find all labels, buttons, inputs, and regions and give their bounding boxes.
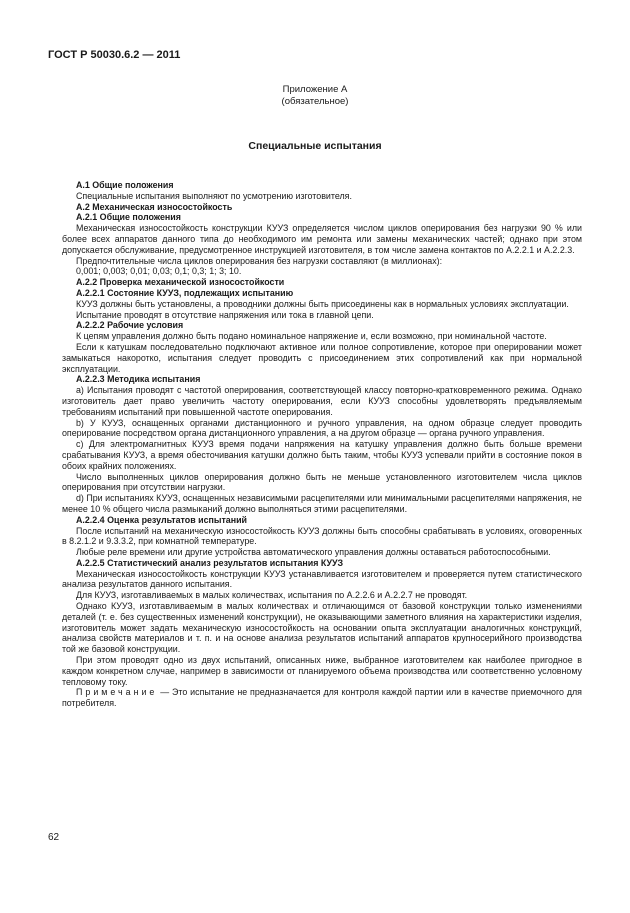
- body-paragraph: Для КУУЗ, изготавливаемых в малых количествах, испытания по А.2.2.6 и А.2.2.7 не проводят.: [76, 590, 468, 601]
- section-heading: А.2.2 Проверка механической износостойкости: [76, 277, 285, 288]
- body-paragraph: Однако КУУЗ, изготавливаемым в малых количествах и отличающимся от базовой конструкции только изменениями деталей (т. е. без существенных изменений конструкции), не оказывающими заметного влияния на характеристики изделия, изготовитель может задать механическую износостойкость на основании опыта эксплуатации аналогичных конструкций, анализа свойств материалов и т. п. и на основе анализа результатов испытаний аппаратов крупносерийного производства той же базовой конструкции.: [62, 601, 582, 655]
- body-paragraph: Любые реле времени или другие устройства автоматического управления должны оставаться работоспособными.: [76, 547, 551, 558]
- body-paragraph: Предпочтительные числа циклов оперирования без нагрузки составляют (в миллионах):: [76, 255, 443, 266]
- section-heading: А.2.2.5 Статистический анализ результатов испытания КУУЗ: [76, 557, 344, 568]
- body-paragraph: После испытаний на механическую износостойкость КУУЗ должны быть способны срабатывать в условиях, оговоренных в 8.2.1.2 и 9.3.3.2, при комнатной температуре.: [62, 525, 582, 547]
- standard-header: ГОСТ Р 50030.6.2 — 2011: [48, 49, 181, 61]
- section-heading: А.2.2.2 Рабочие условия: [76, 320, 184, 331]
- appendix-title: Приложение А: [282, 84, 348, 95]
- body-paragraph: 0,001; 0,003; 0,01; 0,03; 0,1; 0,3; 1; 3; 10.: [76, 266, 242, 277]
- section-heading: А.2.1 Общие положения: [76, 212, 181, 223]
- body-paragraph: а) Испытания проводят с частотой оперирования, соответствующей классу повторно-кратковременного режима. Однако изготовитель дает право увеличить частоту оперирования, если КУУЗ способны удовлетворять предъявляемым требованиям испытаний при повышенной частоте оперирования.: [62, 385, 582, 417]
- section-heading: А.2.2.1 Состояние КУУЗ, подлежащих испытанию: [76, 287, 294, 298]
- appendix-status: (обязательное): [281, 96, 349, 107]
- section-heading: А.1 Общие положения: [76, 180, 174, 190]
- section-heading: А.2 Механическая износостойкость: [76, 201, 233, 212]
- body-paragraph: c) Для электромагнитных КУУЗ время подачи напряжения на катушку управления должно быть больше времени срабатывания КУУЗ, а время обесточивания катушки должно быть таким, чтобы КУУЗ успевали прийти в состояние покоя в обоих крайних положениях.: [62, 439, 582, 471]
- body-paragraph: При этом проводят одно из двух испытаний, описанных ниже, выбранное изготовителем как наиболее пригодное в каждом конкретном случае, например в зависимости от планируемого объема производства или соответственно условному тепловому току.: [62, 655, 582, 687]
- document-body: [62, 180, 582, 709]
- body-paragraph: b) У КУУЗ, оснащенных органами дистанционного и ручного управления, на одном образце следует проводить оперирование посредством органа дистанционного управления, а на другом образце — органа ручного управления.: [62, 417, 582, 439]
- body-paragraph: К цепям управления должно быть подано номинальное напряжение и, если возможно, при номинальной частоте.: [76, 331, 547, 342]
- body-paragraph: Механическая износостойкость конструкции КУУЗ определяется числом циклов оперирования без нагрузки 90 % или более всех аппаратов данного типа до необходимого им ремонта или замены механических частей; однако при этом допускается обслуживание, предусмотренное инструкцией изготовителя, в том числе замена контактов по А.2.2.1 и А.2.2.3.: [62, 223, 582, 255]
- note-label: Примечание: [76, 687, 158, 698]
- section-title: Специальные испытания: [248, 140, 382, 152]
- body-paragraph: Если к катушкам последовательно подключают активное или полное сопротивление, которое при оперировании может замыкаться накоротко, испытания следует проводить с присоединением этих сопротивлений как при нормальной эксплуатации.: [62, 341, 582, 374]
- page-number: 62: [48, 832, 60, 843]
- body-paragraph: d) При испытаниях КУУЗ, оснащенных независимыми расцепителями или минимальными расцепителями напряжения, не менее 10 % общего числа размыканий должно выполняться этими расцепителями.: [62, 493, 582, 514]
- body-paragraph: Специальные испытания выполняют по усмотрению изготовителя.: [76, 190, 352, 201]
- body-paragraph: КУУЗ должны быть установлены, а проводники должны быть присоединены как в нормальных условиях эксплуатации.: [76, 298, 569, 309]
- body-paragraph: Механическая износостойкость конструкции КУУЗ устанавливается изготовителем и проверяется путем статистического анализа результатов данного испытания.: [62, 568, 582, 590]
- note-text: — Это испытание не предназначается для контроля каждой партии или в качестве приемочного для потребителя.: [62, 687, 582, 709]
- body-paragraph: Испытание проводят в отсутствие напряжения или тока в главной цепи.: [76, 309, 374, 320]
- section-heading: А.2.2.4 Оценка результатов испытаний: [76, 514, 247, 525]
- body-paragraph: Число выполненных циклов оперирования должно быть не меньше установленного изготовителем числа циклов оперирования при отсутствии нагрузки.: [62, 471, 582, 493]
- note-paragraph: [62, 687, 582, 709]
- section-heading: А.2.2.3 Методика испытания: [76, 374, 201, 385]
